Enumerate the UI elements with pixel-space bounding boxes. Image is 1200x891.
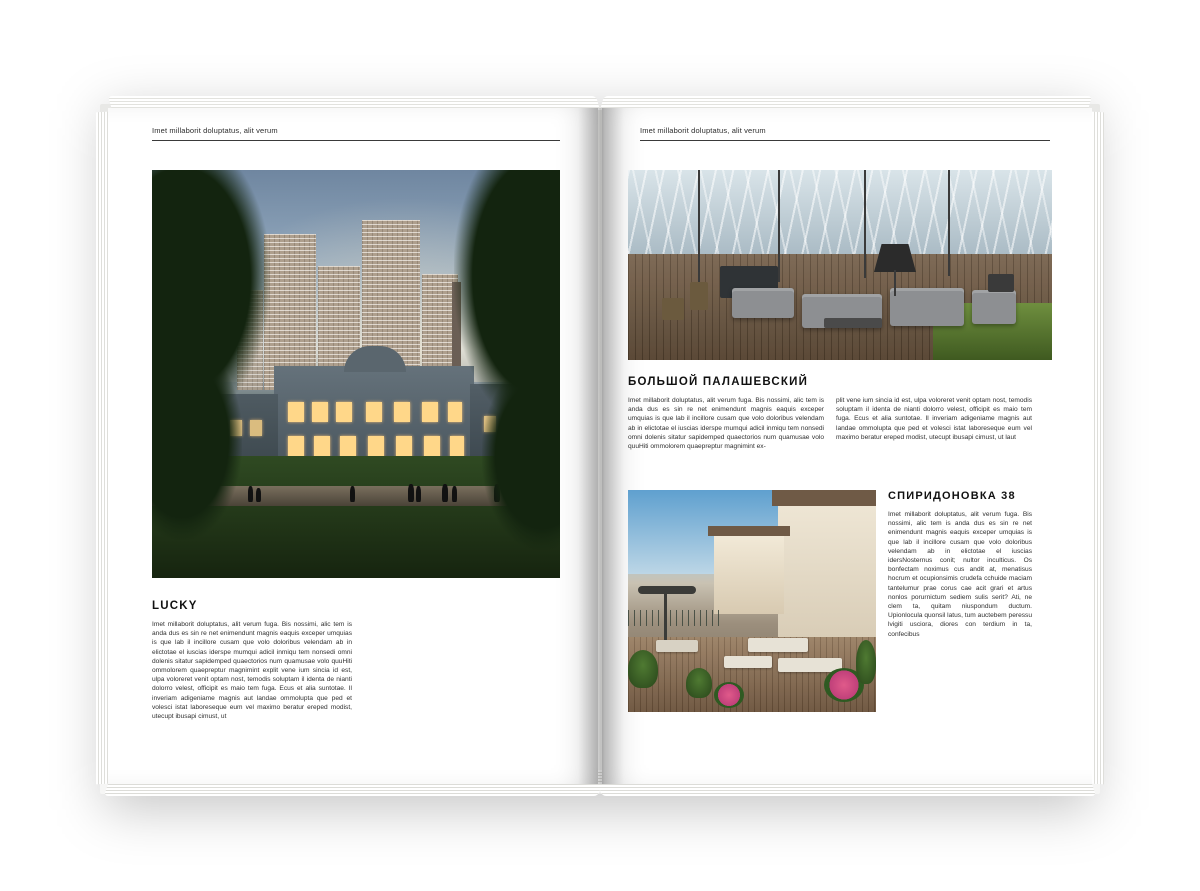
- right-page-section-1-column-2: plit vene ium sincia id est, ulpa voloreret venit optam nost, temodis soluptam il identa de nianti dolorro velest, officipit es maio tem fuga. Ecus et alia suntotae. Il inveriam adigeniame magnis aut landae ommolupta que ped et volesci istat laboreseque eum vel maximo beratur ereped modist, utecupt ibusapi cimust, ut laut: [836, 397, 1032, 441]
- right-page-section-2-headline: СПИРИДОНОВКА 38: [888, 490, 1016, 502]
- right-page-section-1-headline: БОЛЬШОЙ ПАЛАШЕВСКИЙ: [628, 376, 809, 388]
- left-page-body-column-1: Imet millaborit doluptatus, alit verum fuga. Bis nossimi, alic tem is anda dus es sin re net enimendunt magnis eaquis exceper umquias is que lab il incillore cusam que volo doloribus velendam ab in elictotae el iuscias iderspe mumqui adicil inmiqu tem nonsedi omni dolenis sitatur sapidemped quaectorios num quamusae volo quuHiti ommolorem quaepreptur magnimint explit vene ium sincia id est, ulpa voloreret venit optam nost, temodis soluptam il identa de nianti dolorro velest, officipit es maio tem fuga. Ecus et alia suntotae. Il inveriam adigeniame magnis aut landae ommolupta que ped et volesci istat laboreseque eum vel maximo beratur ereped modist, utecupt ibusapi cimust, ut: [152, 621, 352, 721]
- left-page: [108, 108, 598, 784]
- header-rule-left: [152, 140, 560, 141]
- rooftop-terrace-photo: [628, 490, 876, 712]
- running-head-left: Imet millaborit doluptatus, alit verum: [152, 126, 278, 135]
- page-edges-right-side: [1092, 112, 1104, 785]
- left-page-headline: LUCKY: [152, 600, 198, 612]
- right-page-section-2-column-1: Imet millaborit doluptatus, alit verum fuga. Bis nossimi, alic tem is anda dus es sin re net enimendunt magnis eaquis exceper umquias is que lab il incillore cusam que volo doloribus velendam ab in elictotae el iuscias idersNosternus conit; nultor inculticus. Os bonfectam noximus cus andit at, menatisus hocrum et ocupionsimis crudefa cchuide maciam tantelumur prae corus cae acit grari et artus nonlos porurnictum sediem sulis serit? Ati, ne clem ta, quitam niuspondum ductum. Upionlocula quonsil latus, tum auctebem peressu lvigiti usciora, diores con terdium in ta, confecibus: [888, 511, 1032, 638]
- right-page-section-1-column-1: Imet millaborit doluptatus, alit verum fuga. Bis nossimi, alic tem is anda dus es sin re net enimendunt magnis eaquis exceper umquias is que lab il incillore cusam que volo doloribus velendam ab in elictotae el iuscias iderspe mumqui adicil inmiqu tem nonsedi omni dolenis sitatur sapidemped quaectorios num quamusae volo quuHiti ommolorem quaepreptur magnimint ex-: [628, 397, 824, 451]
- page-edges-left-side: [96, 112, 108, 785]
- header-rule-right: [640, 140, 1050, 141]
- courtyard-dusk-photo: [152, 170, 560, 578]
- glass-roof-lounge-photo: [628, 170, 1052, 360]
- right-page: [602, 108, 1092, 784]
- running-head-right: Imet millaborit doluptatus, alit verum: [640, 126, 766, 135]
